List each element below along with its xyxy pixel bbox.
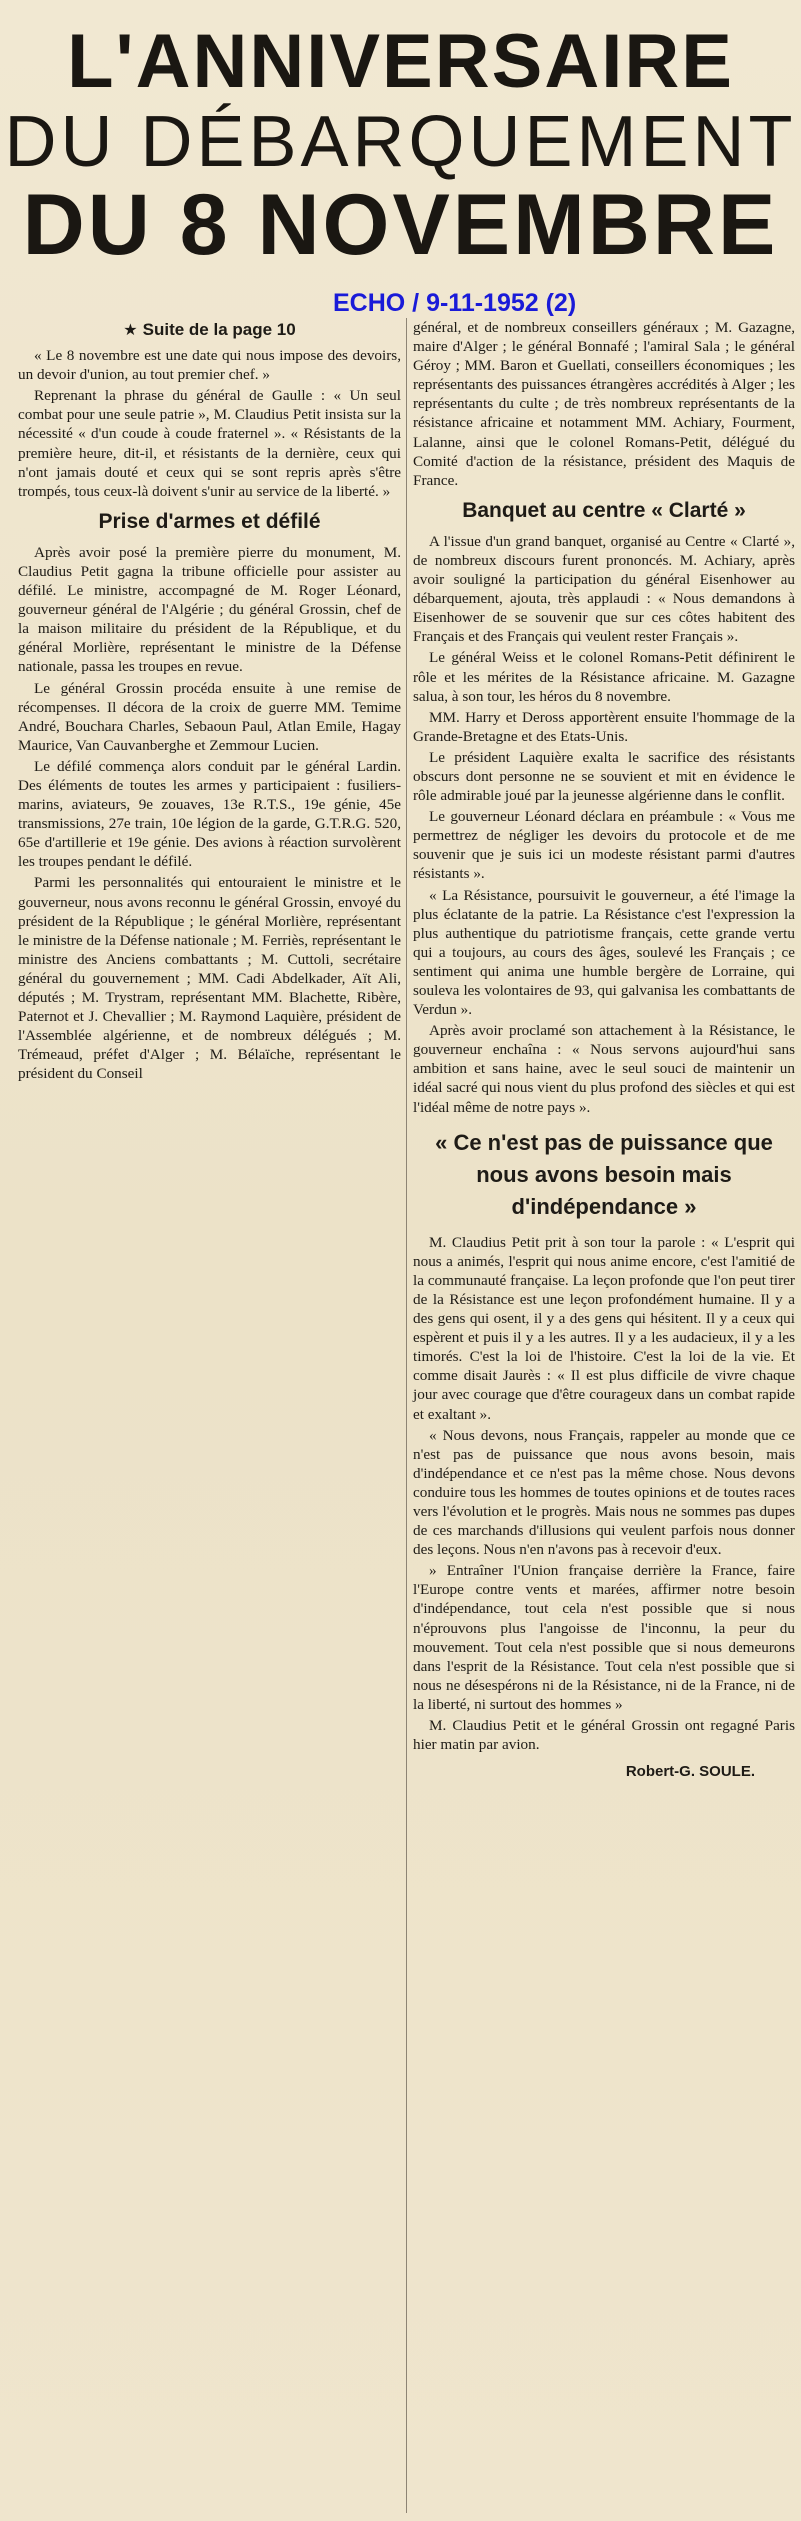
paragraph: « Le 8 novembre est une date qui nous impose des devoirs, un devoir d'union, au tout premier chef. » <box>18 347 401 384</box>
paragraph: MM. Harry et Deross apportèrent ensuite l'hommage de la Grande-Bretagne et des Etats-Unis. <box>413 708 795 745</box>
paragraph: Le président Laquière exalta le sacrifice des résistants obscurs dont personne ne se souvient et mit en évidence le rôle admirable joué par la jeunesse algérienne dans le conflit. <box>413 748 795 805</box>
paragraph: M. Claudius Petit prit à son tour la parole : « L'esprit qui nous a animés, l'esprit qui nous anime encore, c'est l'amitié de la communauté française. La leçon profonde que l'on peut tirer de la Résistance est une leçon profondément humaine. Il y a des gens qui osent, il y a des gens qui hésitent. Il y a ceux qui espèrent et puis il y a les autres. Il y a les audacieux, il y a les timorés. C'est la loi de l'histoire. C'est la loi de la vie. Et comme disait Jaurès : « Il est plus difficile de vivre chaque jour avec courage que d'être courageux dans un combat rapide et exaltant ». <box>413 1233 795 1423</box>
continued-from-label <box>18 320 401 340</box>
source-tag: ECHO / 9-11-1952 (2) <box>333 289 577 317</box>
headline-line-1: L'ANNIVERSAIRE <box>67 19 734 104</box>
paragraph: « La Résistance, poursuivit le gouverneur, a été l'image la plus éclatante de la patrie. La Résistance c'est l'expression la plus authentique du patriotisme français, cette grande vertu qui a toujours, au cours des âges, soulevé les Français ; ce sentiment qui anima une humble bergère de Lorraine, qui souleva les volontaires de 93, qui galvanisa les combattants de Verdun ». <box>413 886 795 1019</box>
paragraph: A l'issue d'un grand banquet, organisé au Centre « Clarté », de nombreux discours furent prononcés. M. Achiary, après avoir souligné la participation du général Eisenhower au débarquement, ajouta, très applaudi : « Nous demandons à Eisenhower de se souvenir que sur ces côtes habitent des Français et des Français qui veulent rester Français ». <box>413 532 795 646</box>
paragraph: » Entraîner l'Union française derrière la France, faire l'Europe contre vents et marées, affirmer notre besoin d'indépendance, tout cela n'est possible que si nous n'éprouvons plus l'angoisse de l'inconnu, la peur du mouvement. Tout cela n'est possible que si nous demeurons dans l'esprit de la Résistance. Tout cela n'est possible que si nous ne désespérons ni de la Résistance, ni de la France, ni de la liberté, ni surtout des hommes » <box>413 1562 795 1713</box>
subheading-puissance: « Ce n'est pas de puissance que nous avons besoin mais d'indépendance » <box>435 1129 773 1219</box>
paragraph: « Nous devons, nous Français, rappeler au monde que ce n'est pas de puissance que nous avons besoin, mais d'indépendance et ce n'est pas la même chose. Nous devons conduire tous les hommes de toutes opinions et de toutes races vers l'évolution et le progrès. Mais nous ne sommes pas dupes de ces marchands d'illusions qui veulent parfois nous donner des leçons. Nous n'en n'avons pas à recevoir d'eux. <box>413 1426 795 1559</box>
paragraph: Le général Weiss et le colonel Romans-Petit définirent le rôle et les mérites de la Résistance africaine. M. Gazagne salua, à son tour, les héros du 8 novembre. <box>413 649 795 705</box>
paragraph: Reprenant la phrase du général de Gaulle : « Un seul combat pour une seule patrie », M. Claudius Petit insista sur la nécessité « d'un coude à coude fraternel ». « Résistants de la première heure, dit-il, et résistants de la dernière, ceux qui n'ont jamais douté et ceux qui se sont repris après s'être trompés, tous ceux-là doivent s'unir au service de la liberté. » <box>18 387 401 500</box>
subheading-prise-d-armes: Prise d'armes et défilé <box>98 509 321 533</box>
left-column <box>18 318 401 2513</box>
star-icon: ★ <box>123 322 138 339</box>
paragraph: Après avoir posé la première pierre du monument, M. Claudius Petit gagna la tribune officielle pour assister au défilé. Le ministre, accompagné de M. Roger Léonard, gouverneur général de l'Algérie ; du général Grossin, chef de la maison militaire du président de la République, et du général Morlière, représentant le ministre de la Défense nationale, passa les troupes en revue. <box>18 543 401 676</box>
paragraph: général, et de nombreux conseillers généraux ; M. Gazagne, maire d'Alger ; le général Bonnafé ; l'amiral Sala ; le général Géroy ; MM. Baron et Guellati, conseillers économiques ; les représentants des puissances étrangères accrédités à Alger ; les représentants du culte ; de très nombreux représentants de la résistance africaine et notamment MM. Achiary, Fourment, Lalanne, ainsi que le colonel Romans-Petit, délégué du Comité d'action de la résistance, président des Maquis de France. <box>413 319 795 489</box>
paragraph: Le général Grossin procéda ensuite à une remise de récompenses. Il décora de la croix de guerre MM. Temime André, Bouchara Charles, Sebaoun Paul, Atlan Emile, Hagay Maurice, Van Cauvanberghe et Zemmour Lucien. <box>18 679 401 754</box>
paragraph: Après avoir proclamé son attachement à la Résistance, le gouverneur enchaîna : « Nous servons aujourd'hui sans ambition et sans haine, avec le seul souci de maintenir un idéal sacré qui nous vient du plus profond des siècles et qui est l'idéal même de notre pays ». <box>413 1022 795 1116</box>
headline-line-2: DU DÉBARQUEMENT <box>4 102 797 182</box>
paragraph: Le gouverneur Léonard déclara en préambule : « Vous me permettrez de négliger les devoirs du protocole et de me souvenir que je suis ici un modeste résistant parmi d'autres résistants ». <box>413 808 795 883</box>
paragraph: M. Claudius Petit et le général Grossin ont regagné Paris hier matin par avion. <box>413 1717 795 1754</box>
subheading-banquet: Banquet au centre « Clarté » <box>462 498 746 522</box>
headline-line-3: DU 8 NOVEMBRE <box>22 177 779 273</box>
paragraph: Parmi les personnalités qui entouraient le ministre et le gouverneur, nous avons reconnu le général Grossin, envoyé du président de la République ; le général Morlière, représentant le ministre de la Défense nationale ; M. Ferriès, représentant le ministre des Anciens combattants ; M. Cuttoli, secrétaire général du gouvernement ; MM. Cadi Abdelkader, Aït Ali, députés ; M. Trystram, représentant MM. Blachette, Ribère, Paternot et J. Chevallier ; M. Raymond Laquière, président de l'Assemblée algérienne, et de nombreux délégués ; M. Trémeaud, préfet d'Alger ; M. Bélaïche, représentant le président du Conseil <box>18 874 401 1083</box>
paragraph: Le défilé commença alors conduit par le général Lardin. Des éléments de toutes les armes y participaient : fusiliers-marins, aviateurs, 9e zouaves, 13e R.T.S., 19e génie, 45e transmissions, 27e train, 10e légion de la garde, G.T.R.G. 520, 65e d'artillerie et 19e génie. Des avions à réaction survolèrent les troupes pendant le défilé. <box>18 757 401 871</box>
article-columns <box>0 318 801 2513</box>
right-column <box>413 318 795 2513</box>
author-signature: Robert-G. SOULE. <box>625 1763 755 1781</box>
continued-text: Suite de la page 10 <box>142 320 296 339</box>
